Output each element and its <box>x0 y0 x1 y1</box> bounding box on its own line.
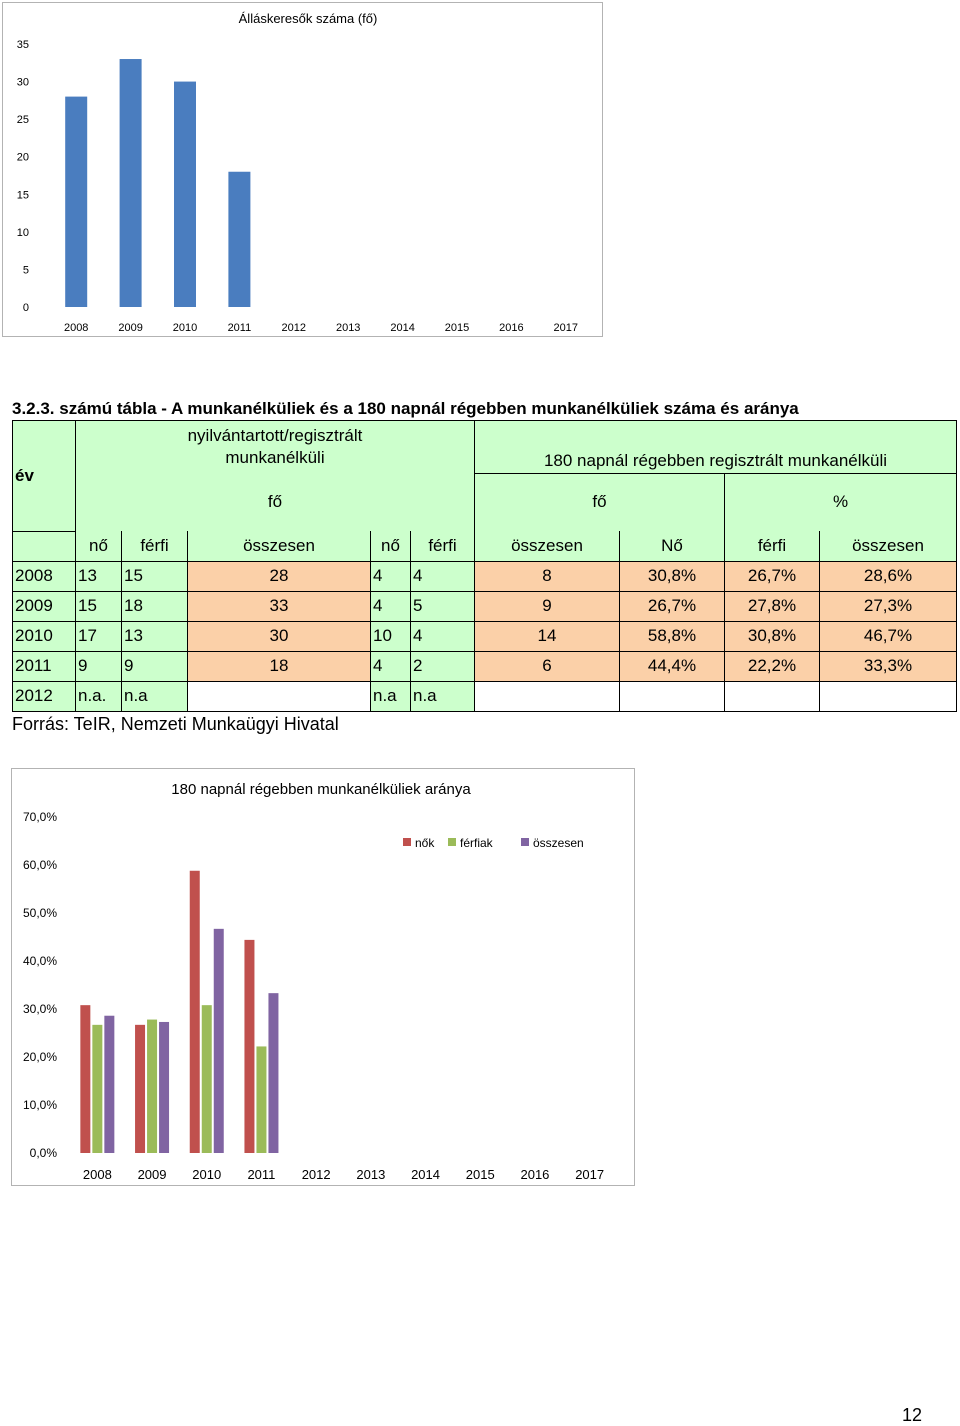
table-cell <box>725 681 820 711</box>
bar-férfiak <box>256 1046 266 1153</box>
table-cell: 4 <box>411 561 475 591</box>
y-tick-label: 5 <box>22 264 29 277</box>
header-pct: % <box>725 473 957 531</box>
bar-összesen <box>214 929 224 1153</box>
x-tick-label: 2009 <box>137 1167 167 1182</box>
page-number: 12 <box>902 1405 923 1425</box>
table-cell: 4 <box>371 651 411 681</box>
table-cell: 14 <box>475 621 620 651</box>
header-registered-line1: nyilvántartott/regisztrált <box>187 426 363 445</box>
bar <box>174 82 196 307</box>
table-cell: 13 <box>76 561 122 591</box>
x-tick-label: 2014 <box>411 1167 441 1182</box>
table-cell: 9 <box>122 651 188 681</box>
table-cell: n.a <box>371 681 411 711</box>
bar <box>228 172 250 307</box>
table-cell: 26,7% <box>725 561 820 591</box>
table-cell: 15 <box>122 561 188 591</box>
sub-header-cell: férfi <box>411 531 475 561</box>
table-cell: n.a <box>122 681 188 711</box>
table-cell: 9 <box>475 591 620 621</box>
chart-title: 180 napnál régebben munkanélküliek aránya <box>171 781 471 798</box>
y-tick-label: 35 <box>16 39 29 51</box>
header-registered <box>76 421 475 474</box>
x-tick-label: 2013 <box>335 322 361 334</box>
table-cell: 33 <box>188 591 371 621</box>
table-cell: 44,4% <box>620 651 725 681</box>
bar <box>65 97 87 307</box>
y-tick-label: 10 <box>16 226 29 239</box>
bar <box>120 59 142 307</box>
legend-label: összesen <box>533 836 584 850</box>
table-row <box>13 561 957 591</box>
y-tick-label: 0,0% <box>29 1146 57 1160</box>
row-year: 2010 <box>13 621 76 651</box>
table-cell: 28 <box>188 561 371 591</box>
table-cell: 4 <box>371 561 411 591</box>
sub-header-cell: férfi <box>725 531 820 561</box>
x-tick-label: 2017 <box>575 1167 605 1182</box>
table-cell <box>820 681 957 711</box>
y-tick-label: 0 <box>22 302 29 314</box>
chart-job-seekers-svg <box>3 3 602 336</box>
y-tick-label: 70,0% <box>22 810 57 824</box>
bar-nők <box>244 940 254 1153</box>
table-cell: 58,8% <box>620 621 725 651</box>
table-cell: 26,7% <box>620 591 725 621</box>
chart-long-term-ratio <box>11 768 635 1186</box>
y-tick-label: 50,0% <box>22 906 57 920</box>
header-long-term: 180 napnál régebben regisztrált munkanélküli <box>475 421 957 474</box>
bar-összesen <box>104 1016 114 1153</box>
x-tick-label: 2016 <box>520 1167 550 1182</box>
sub-header-cell: nő <box>76 531 122 561</box>
table-cell: 46,7% <box>820 621 957 651</box>
table-row <box>13 651 957 681</box>
table-cell: 15 <box>76 591 122 621</box>
header-ev-blank <box>13 531 76 561</box>
unemployment-table <box>12 420 957 712</box>
y-tick-label: 10,0% <box>22 1098 57 1112</box>
table-cell: 18 <box>188 651 371 681</box>
sub-header-cell: összesen <box>188 531 371 561</box>
x-tick-label: 2013 <box>356 1167 386 1182</box>
x-tick-label: 2011 <box>247 1167 276 1182</box>
chart-job-seekers <box>2 2 603 337</box>
x-tick-label: 2010 <box>172 322 198 334</box>
y-tick-label: 30,0% <box>22 1002 57 1016</box>
table-row <box>13 591 957 621</box>
table-cell: 10 <box>371 621 411 651</box>
table-caption: 3.2.3. számú tábla - A munkanélküliek és a 180 napnál régebben munkanélküliek száma és aránya <box>12 399 799 418</box>
table-cell: 30 <box>188 621 371 651</box>
table-cell: 8 <box>475 561 620 591</box>
chart-title: Álláskeresők száma (fő) <box>238 11 378 26</box>
table-cell: 2 <box>411 651 475 681</box>
x-tick-label: 2016 <box>499 322 524 334</box>
y-tick-label: 20,0% <box>22 1050 57 1064</box>
header-fo-2: fő <box>475 473 725 531</box>
y-tick-label: 40,0% <box>22 954 57 968</box>
table-row <box>13 621 957 651</box>
chart-long-term-ratio-svg <box>12 769 634 1185</box>
x-tick-label: 2012 <box>281 322 307 334</box>
x-tick-label: 2015 <box>444 322 470 334</box>
x-tick-label: 2008 <box>82 1167 112 1182</box>
bar-férfiak <box>92 1025 102 1153</box>
table-cell: n.a. <box>76 681 122 711</box>
legend-swatch <box>521 838 529 846</box>
header-ev <box>13 421 76 532</box>
row-year: 2011 <box>13 651 76 681</box>
legend-swatch <box>448 838 456 846</box>
x-tick-label: 2011 <box>227 322 252 334</box>
y-tick-label: 25 <box>16 114 29 127</box>
table-cell <box>475 681 620 711</box>
table-cell: 30,8% <box>725 621 820 651</box>
header-registered-line2: munkanélküli <box>225 448 325 467</box>
x-tick-label: 2010 <box>192 1167 222 1182</box>
table-cell <box>188 681 371 711</box>
table-cell: n.a <box>411 681 475 711</box>
sub-header-cell: Nő <box>620 531 725 561</box>
bar-nők <box>135 1025 145 1153</box>
legend-swatch <box>403 838 411 846</box>
table-cell: 4 <box>411 621 475 651</box>
bar-összesen <box>268 993 278 1153</box>
bar-nők <box>190 871 200 1153</box>
row-year: 2008 <box>13 561 76 591</box>
table-cell: 9 <box>76 651 122 681</box>
table-cell: 22,2% <box>725 651 820 681</box>
row-year: 2009 <box>13 591 76 621</box>
table-row <box>13 681 957 711</box>
y-tick-label: 20 <box>16 151 29 164</box>
legend-label: nők <box>415 836 435 850</box>
table-cell: 13 <box>122 621 188 651</box>
y-tick-label: 15 <box>16 189 29 202</box>
table-cell: 27,8% <box>725 591 820 621</box>
bar-férfiak <box>147 1020 157 1153</box>
x-tick-label: 2008 <box>63 322 89 334</box>
table-cell <box>620 681 725 711</box>
legend-label: férfiak <box>460 836 493 850</box>
row-year: 2012 <box>13 681 76 711</box>
y-tick-label: 60,0% <box>22 858 57 872</box>
x-tick-label: 2015 <box>465 1167 495 1182</box>
sub-header-cell: összesen <box>820 531 957 561</box>
table-cell: 27,3% <box>820 591 957 621</box>
header-fo-1: fő <box>76 473 475 531</box>
sub-header-cell: férfi <box>122 531 188 561</box>
table-cell: 33,3% <box>820 651 957 681</box>
sub-header-cell: összesen <box>475 531 620 561</box>
bar-férfiak <box>202 1005 212 1153</box>
header-ev-text: év <box>15 465 34 485</box>
source-note: Forrás: TeIR, Nemzeti Munkaügyi Hivatal <box>12 714 339 734</box>
x-tick-label: 2012 <box>301 1167 331 1182</box>
x-tick-label: 2009 <box>118 322 143 334</box>
x-tick-label: 2017 <box>553 322 579 334</box>
table-cell: 30,8% <box>620 561 725 591</box>
table-cell: 4 <box>371 591 411 621</box>
table-cell: 18 <box>122 591 188 621</box>
bar-nők <box>80 1005 90 1153</box>
table-cell: 5 <box>411 591 475 621</box>
table-cell: 6 <box>475 651 620 681</box>
sub-header-cell: nő <box>371 531 411 561</box>
x-tick-label: 2014 <box>390 322 415 334</box>
table-cell: 17 <box>76 621 122 651</box>
bar-összesen <box>159 1022 169 1153</box>
table-cell: 28,6% <box>820 561 957 591</box>
y-tick-label: 30 <box>16 76 29 89</box>
